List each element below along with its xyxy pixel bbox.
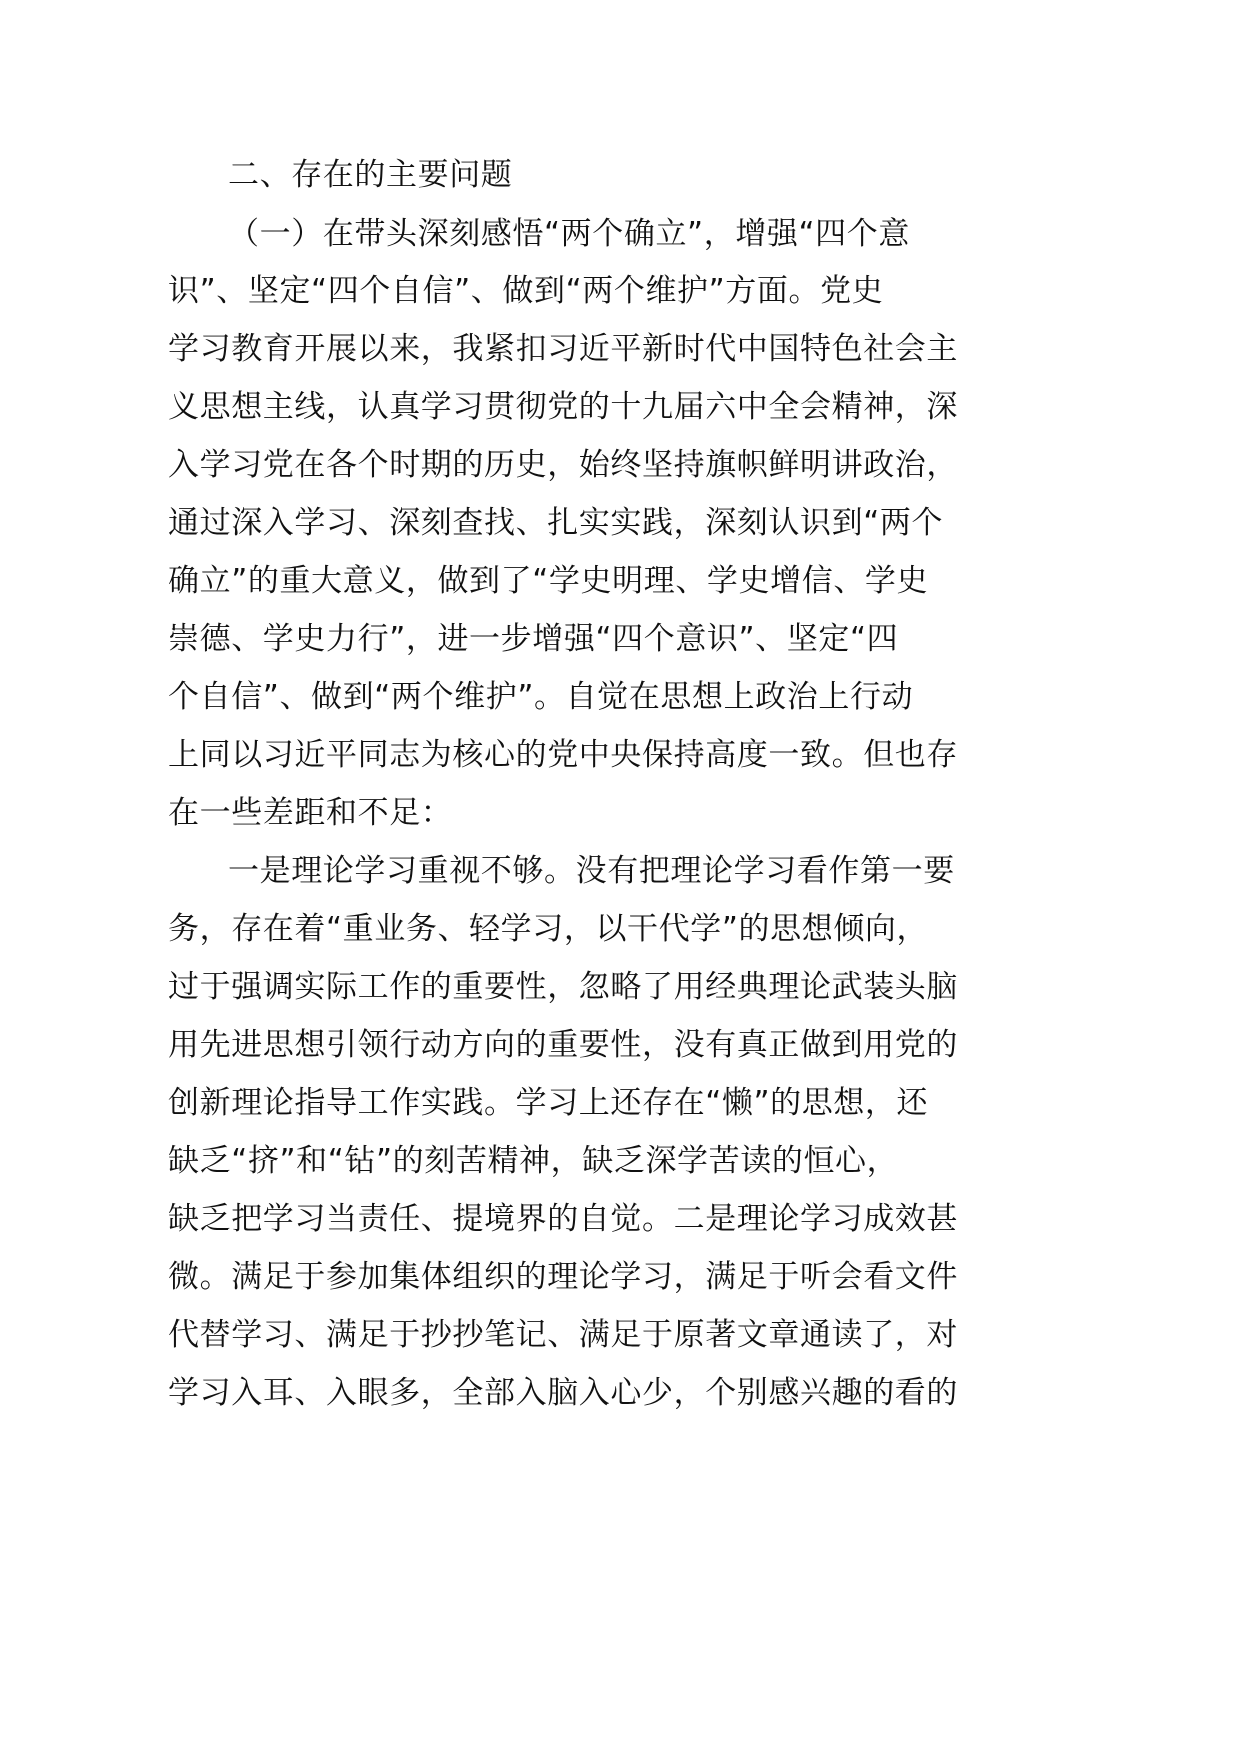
paragraph-line: 一是理论学习重视不够。没有把理论学习看作第一要: [228, 853, 955, 889]
paragraph-line: 上同以习近平同志为核心的党中央保持高度一致。但也存: [168, 737, 958, 773]
paragraph-line: 过于强调实际工作的重要性，忽略了用经典理论武装头脑: [168, 969, 958, 1005]
paragraph-line: 义思想主线，认真学习贯彻党的十九届六中全会精神，深: [168, 389, 958, 425]
paragraph-line: 学习入耳、入眼多，全部入脑入心少，个别感兴趣的看的: [168, 1375, 958, 1411]
paragraph-line: 入学习党在各个时期的历史，始终坚持旗帜鲜明讲政治，: [168, 447, 958, 483]
paragraph-line: 个自信”、做到“两个维护”。自觉在思想上政治上行动: [168, 679, 914, 715]
paragraph-line: 崇德、学史力行”，进一步增强“四个意识”、坚定“四: [168, 621, 899, 657]
paragraph-line: 确立”的重大意义，做到了“学史明理、学史增信、学史: [168, 563, 929, 599]
paragraph-line: 学习教育开展以来，我紧扣习近平新时代中国特色社会主: [168, 331, 958, 367]
paragraph-line: 代替学习、满足于抄抄笔记、满足于原著文章通读了，对: [168, 1317, 958, 1353]
paragraph-line: 在一些差距和不足：: [168, 795, 453, 831]
paragraph-line: （一）在带头深刻感悟“两个确立”，增强“四个意: [228, 216, 910, 252]
paragraph-line: 务，存在着“重业务、轻学习，以干代学”的思想倾向，: [168, 911, 929, 947]
section-heading: 二、存在的主要问题: [228, 157, 513, 193]
paragraph-line: 识”、坚定“四个自信”、做到“两个维护”方面。党史: [168, 273, 884, 309]
paragraph-line: 微。满足于参加集体组织的理论学习，满足于听会看文件: [168, 1259, 958, 1295]
paragraph-line: 通过深入学习、深刻查找、扎实实践，深刻认识到“两个: [168, 505, 944, 541]
paragraph-line: 创新理论指导工作实践。学习上还存在“懒”的思想，还: [168, 1085, 929, 1121]
paragraph-line: 用先进思想引领行动方向的重要性，没有真正做到用党的: [168, 1027, 958, 1063]
paragraph-line: 缺乏把学习当责任、提境界的自觉。二是理论学习成效甚: [168, 1201, 958, 1237]
paragraph-line: 缺乏“挤”和“钻”的刻苦精神，缺乏深学苦读的恒心，: [168, 1143, 899, 1179]
